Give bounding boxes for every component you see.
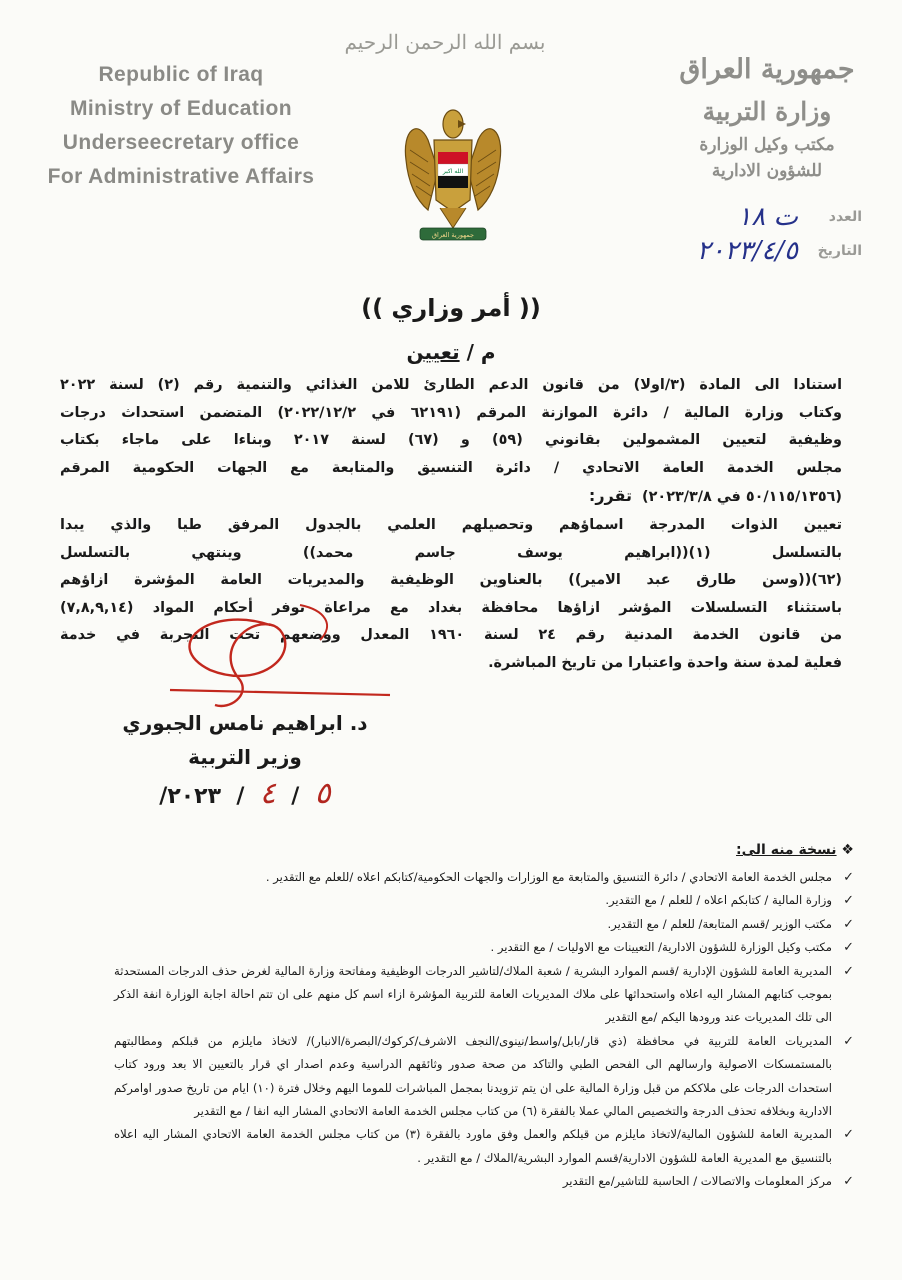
list-item [114, 1123, 854, 1170]
body-line [60, 482, 842, 512]
arabic-line-affairs: للشؤون الادارية [711, 161, 823, 181]
ref-number-label: العدد [828, 209, 862, 225]
checkmark-icon: ✓ [843, 1033, 854, 1049]
basmala: بسم الله الرحمن الرحيم [344, 30, 546, 54]
ref-date-value: ٢٠٢٣/٤/٥ [696, 236, 798, 266]
body-line: مجلس الخدمة العامة الاتحادي / دائرة التنسيق والمتابعة مع الجهات الحكومية المرقم [60, 459, 842, 476]
emblem-takbir: الله اكبر [442, 168, 464, 175]
subject-text: تعيين [406, 340, 460, 364]
checkmark-icon: ✓ [843, 963, 854, 979]
signature-date: ٥ / ٤ / ٢٠٢٣/ [159, 776, 331, 811]
document-title: (( أمر وزاري )) [361, 294, 541, 322]
copy-recipient: مركز المعلومات والاتصالات / الحاسبة للتاشير/مع التقدير [562, 1174, 832, 1189]
checkmark-icon: ✓ [843, 940, 854, 956]
signatory-title: وزير التربية [188, 745, 302, 769]
body-line: من قانون الخدمة المدنية رقم ٢٤ لسنة ١٩٦٠ المعدل ووضعهم تحت التجربة في خدمة [60, 627, 842, 644]
arabic-line-ministry: وزارة التربية [702, 97, 832, 126]
copy-recipient: المديرية العامة للشؤون الإدارية /قسم الموارد البشرية / شعبة الملاك/لتاشير الدرجات الوظيفية ومفاتحة وزارة المالية لغرض حذف الدرجات المستحدثة بموجب كتابهم المشار اليه اعلاه واستحداثها على ملاك المديريات العامة للتربية المؤشرة ازاء اسم كل منهم على ان تتم احالة اجابة الوزارة انفة الذكر الى تلك المديريات عند ورودها اليكم /مع التقدير [114, 963, 832, 1025]
checkmark-icon: ✓ [843, 870, 854, 885]
signature-date-year: ٢٠٢٣/ [159, 784, 222, 809]
copy-recipient: وزارة المالية / كتابكم اعلاه / للعلم / مع التقدير. [605, 893, 832, 908]
reference-block [642, 200, 862, 268]
ref-number-value: ت ١٨ [737, 202, 798, 232]
english-letterhead [36, 58, 326, 194]
english-line-affairs: For Administrative Affairs [47, 165, 315, 188]
checkmark-icon: ✓ [843, 893, 854, 909]
emblem-banner-text: جمهورية العراق [432, 231, 474, 239]
ref-date-label: التاريخ [817, 243, 862, 259]
list-item [114, 913, 854, 936]
arabic-line-office: مكتب وكيل الوزارة [699, 135, 835, 155]
english-line-country: Republic of Iraq [98, 63, 264, 86]
body-line: بالتسلسل (١)((ابراهيم يوسف جاسم محمد)) وينتهي بالتسلسل [60, 544, 842, 561]
copy-recipient: المديرية العامة للشؤون المالية/لاتخاذ مايلزم من قبلكم والعمل وفق ماورد بالفقرة (٣) من كتاب مجلس الخدمة العامة الاتحادي المشار اليه اعلاه بالتنسيق مع المديرية العامة للشؤون الادارية/قسم الموارد البشرية/الملاك / مع التقدير . [114, 1127, 833, 1165]
copies-list [114, 866, 854, 1194]
copy-recipient: مكتب الوزير /قسم المتابعة/ للعلم / مع التقدير. [607, 916, 832, 931]
list-item [114, 936, 854, 959]
body-line: (٦٢)((وسن طارق عبد الامير)) بالعناوين الوظيفية والمديريات العامة المؤشرة ازاؤهم [60, 572, 842, 589]
copies-heading: ❖ نسخة منه الى: [736, 842, 854, 858]
checkmark-icon: ✓ [843, 916, 854, 932]
iraq-eagle-emblem-icon [398, 100, 508, 250]
signature-block [120, 706, 370, 817]
letter-reference: (٥٠/١١٥/١٣٥٦ في ٢٠٢٣/٣/٨) [642, 489, 842, 506]
list-item [114, 960, 854, 1030]
arabic-line-country: جمهورية العراق [679, 54, 855, 85]
body-line: فعلية لمدة سنة واحدة واعتبارا من تاريخ المباشرة. [488, 654, 842, 671]
document-subject [0, 340, 902, 364]
signature-date-day: ٥ [314, 776, 331, 811]
signatory-name: د. ابراهيم نامس الجبوري [122, 711, 368, 735]
copy-recipient: مجلس الخدمة العامة الاتحادي / دائرة التنسيق والمتابعة مع الوزارات والجهات الحكومية/كتابكم اعلاه /للعلم مع التقدير . [265, 870, 832, 884]
body-line: باستثناء التسلسلات المؤشر ازاؤها محافظة بغداد مع مراعاة توفر أحكام المواد (٧,٨,٩,١٤) [60, 599, 842, 616]
body-line: وظيفية لتعيين المشمولين بقانوني (٥٩) و (٦٧) لسنة ٢٠١٧ وبناءا على ماجاء بكتاب [60, 432, 842, 449]
body-line: وكتاب وزارة المالية / دائرة الموازنة المرقم (٦٢١٩١ في ٢٠٢٢/١٢/٢) المتضمن استحداث درجات [60, 404, 842, 421]
arabic-letterhead [662, 48, 872, 184]
copy-recipient: المديريات العامة للتربية في محافظة (ذي قار/بابل/واسط/نينوى/النجف الاشرف/كركوك/البصرة/الانبار)/ لاتخاذ مايلزم من قبلكم ومطالبتهم بالمستمسكات الاصولية وارسالهم الى الفحص الطبي والتاكد من صحة صدور وثائقهم الدراسية وعدم اصدار اي قرار بالتعيين الا بعد ورود كتاب استحداث الدرجات على ملاككم من قبل وزارة المالية على ان يتم تزويدنا بمجمل المباشرات للموما اليهم وخلال فترة (١٠) ايام من تاريخ صدور اوامركم الادارية وبخلافه تحذف الدرجة والتخصيص المالي عملا بالفقرة (٦) من كتاب مجلس الخدمة العامة الاتحادي المشار اليه انفا / مع التقدير [114, 1033, 832, 1119]
body-line: استنادا الى المادة (٣/اولا) من قانون الدعم الطارئ للامن الغذائي والتنمية رقم (٢) لسنة ٢٠٢٢ [60, 377, 842, 393]
signature-scribble-icon [150, 585, 410, 715]
english-line-ministry: Ministry of Education [70, 97, 292, 120]
english-line-office: Underseecretary office [62, 131, 300, 154]
copy-recipient: مكتب وكيل الوزارة للشؤون الادارية/ التعيينات مع الاوليات / مع التقدير . [490, 940, 832, 955]
ref-number-row [642, 200, 862, 234]
checkmark-icon: ✓ [843, 1174, 854, 1190]
ref-date-row [642, 234, 862, 268]
list-item [114, 889, 854, 912]
signature-date-month: ٤ [259, 776, 276, 811]
decree-keyword: تقرر: [588, 486, 633, 506]
copies-heading-text: نسخة منه الى: [736, 842, 837, 858]
subject-prefix: م / [459, 340, 496, 364]
body-line: تعيين الذوات المدرجة اسماؤهم وتحصيلهم العلمي بالجدول المرفق طيا والذي يبدا [60, 516, 842, 533]
list-item [114, 1170, 854, 1193]
list-item [114, 866, 854, 889]
list-item [114, 1030, 854, 1124]
checkmark-icon: ✓ [843, 1127, 854, 1143]
